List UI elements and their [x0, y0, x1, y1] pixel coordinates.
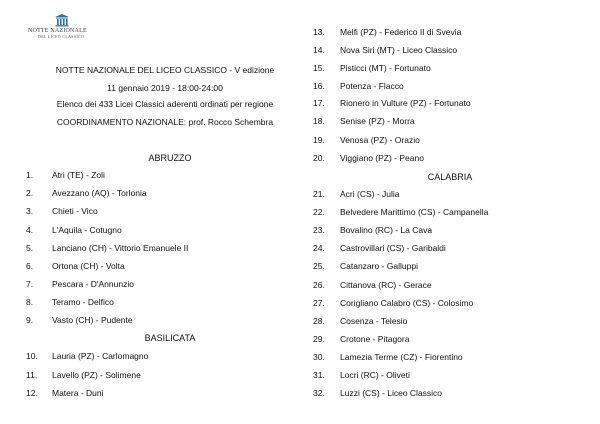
- item-text: Lavello (PZ) - Solimene: [52, 370, 141, 380]
- item-number: 1.: [26, 170, 34, 180]
- item-number: 13.: [313, 27, 325, 37]
- item-text: Cosenza - Telesio: [340, 316, 408, 326]
- item-text: Viggiano (PZ) - Peano: [340, 153, 424, 163]
- item-text: Melfi (PZ) - Federico II di Svevia: [340, 27, 462, 37]
- item-number: 27.: [313, 298, 325, 308]
- item-number: 12.: [26, 388, 38, 398]
- item-text: Avezzano (AQ) - Torlonia: [52, 188, 147, 198]
- item-number: 14.: [313, 45, 325, 55]
- item-number: 5.: [26, 243, 34, 253]
- item-number: 23.: [313, 225, 325, 235]
- item-number: 25.: [313, 261, 325, 271]
- item-number: 22.: [313, 207, 325, 217]
- item-number: 18.: [313, 116, 325, 126]
- item-text: Rionero in Vulture (PZ) - Fortunato: [340, 98, 471, 108]
- item-text: Castrovillari (CS) - Garibaldi: [340, 243, 446, 253]
- region-heading-abruzzo: ABRUZZO: [148, 153, 192, 163]
- item-text: Catanzaro - Galluppi: [340, 261, 418, 271]
- item-number: 31.: [313, 370, 325, 380]
- item-text: Locri (RC) - Oliveti: [340, 370, 410, 380]
- item-number: 7.: [26, 279, 34, 289]
- item-text: Belvedere Marittimo (CS) - Campanella: [340, 207, 489, 217]
- item-text: Teramo - Delfico: [52, 297, 114, 307]
- item-text: Chieti - Vico: [52, 206, 98, 216]
- item-text: Venosa (PZ) - Orazio: [340, 135, 420, 145]
- logo: [28, 14, 108, 39]
- item-text: Lamezia Terme (CZ) - Fiorentino: [340, 352, 463, 362]
- item-number: 4.: [26, 225, 34, 235]
- item-number: 32.: [313, 388, 325, 398]
- item-number: 11.: [26, 370, 38, 380]
- temple-icon: [55, 14, 69, 27]
- item-text: Corigliano Calabro (CS) - Colosimo: [340, 298, 474, 308]
- item-text: Vasto (CH) - Pudente: [52, 315, 133, 325]
- item-text: Lanciano (CH) - Vittorio Emanuele II: [52, 243, 189, 253]
- item-number: 24.: [313, 243, 325, 253]
- item-number: 21.: [313, 189, 325, 199]
- item-number: 29.: [313, 334, 325, 344]
- item-text: Atri (TE) - Zoli: [52, 170, 105, 180]
- item-text: Ortona (CH) - Volta: [52, 261, 125, 271]
- item-number: 6.: [26, 261, 34, 271]
- item-text: Crotone - Pitagora: [340, 334, 410, 344]
- item-text: Potenza - Flacco: [340, 81, 404, 91]
- item-number: 2.: [26, 188, 34, 198]
- document-title: NOTTE NAZIONALE DEL LICEO CLASSICO - V edizione: [55, 65, 275, 75]
- coordinator-line: COORDINAMENTO NAZIONALE: prof. Rocco Schembra: [56, 117, 274, 127]
- item-text: Luzzi (CS) - Liceo Classico: [340, 388, 443, 398]
- item-number: 26.: [313, 280, 325, 290]
- item-text: Pescara - D'Annunzio: [52, 279, 134, 289]
- item-text: Pisticci (MT) - Fortunato: [340, 63, 431, 73]
- item-number: 17.: [313, 98, 325, 108]
- region-heading-basilicata: BASILICATA: [144, 333, 196, 343]
- event-date: 11 gennaio 2019 - 18:00-24:00: [107, 83, 223, 93]
- logo-subtitle: DEL LICEO CLASSICO: [38, 34, 85, 39]
- item-text: Nova Siri (MT) - Liceo Classico: [340, 45, 458, 55]
- item-number: 3.: [26, 206, 34, 216]
- item-number: 8.: [26, 297, 34, 307]
- item-number: 16.: [313, 81, 325, 91]
- item-number: 15.: [313, 63, 325, 73]
- item-text: Acri (CS) - Julia: [340, 189, 400, 199]
- document-subtitle: Elenco dei 433 Licei Classici aderenti ordinati per regione: [56, 99, 274, 109]
- item-number: 30.: [313, 352, 325, 362]
- item-text: Matera - Duni: [52, 388, 104, 398]
- item-number: 9.: [26, 315, 34, 325]
- item-number: 19.: [313, 135, 325, 145]
- region-heading-calabria: CALABRIA: [427, 172, 473, 182]
- item-text: Cittanova (RC) - Gerace: [340, 280, 432, 290]
- item-text: L'Aquila - Cotugno: [52, 225, 122, 235]
- item-number: 28.: [313, 316, 325, 326]
- item-number: 20.: [313, 153, 325, 163]
- logo-title: NOTTE NAZIONALE: [28, 28, 87, 34]
- item-text: Bovalino (RC) - La Cava: [340, 225, 433, 235]
- item-text: Senise (PZ) - Morra: [340, 116, 415, 126]
- item-text: Lauria (PZ) - Carlomagno: [52, 351, 149, 361]
- item-number: 10.: [26, 351, 38, 361]
